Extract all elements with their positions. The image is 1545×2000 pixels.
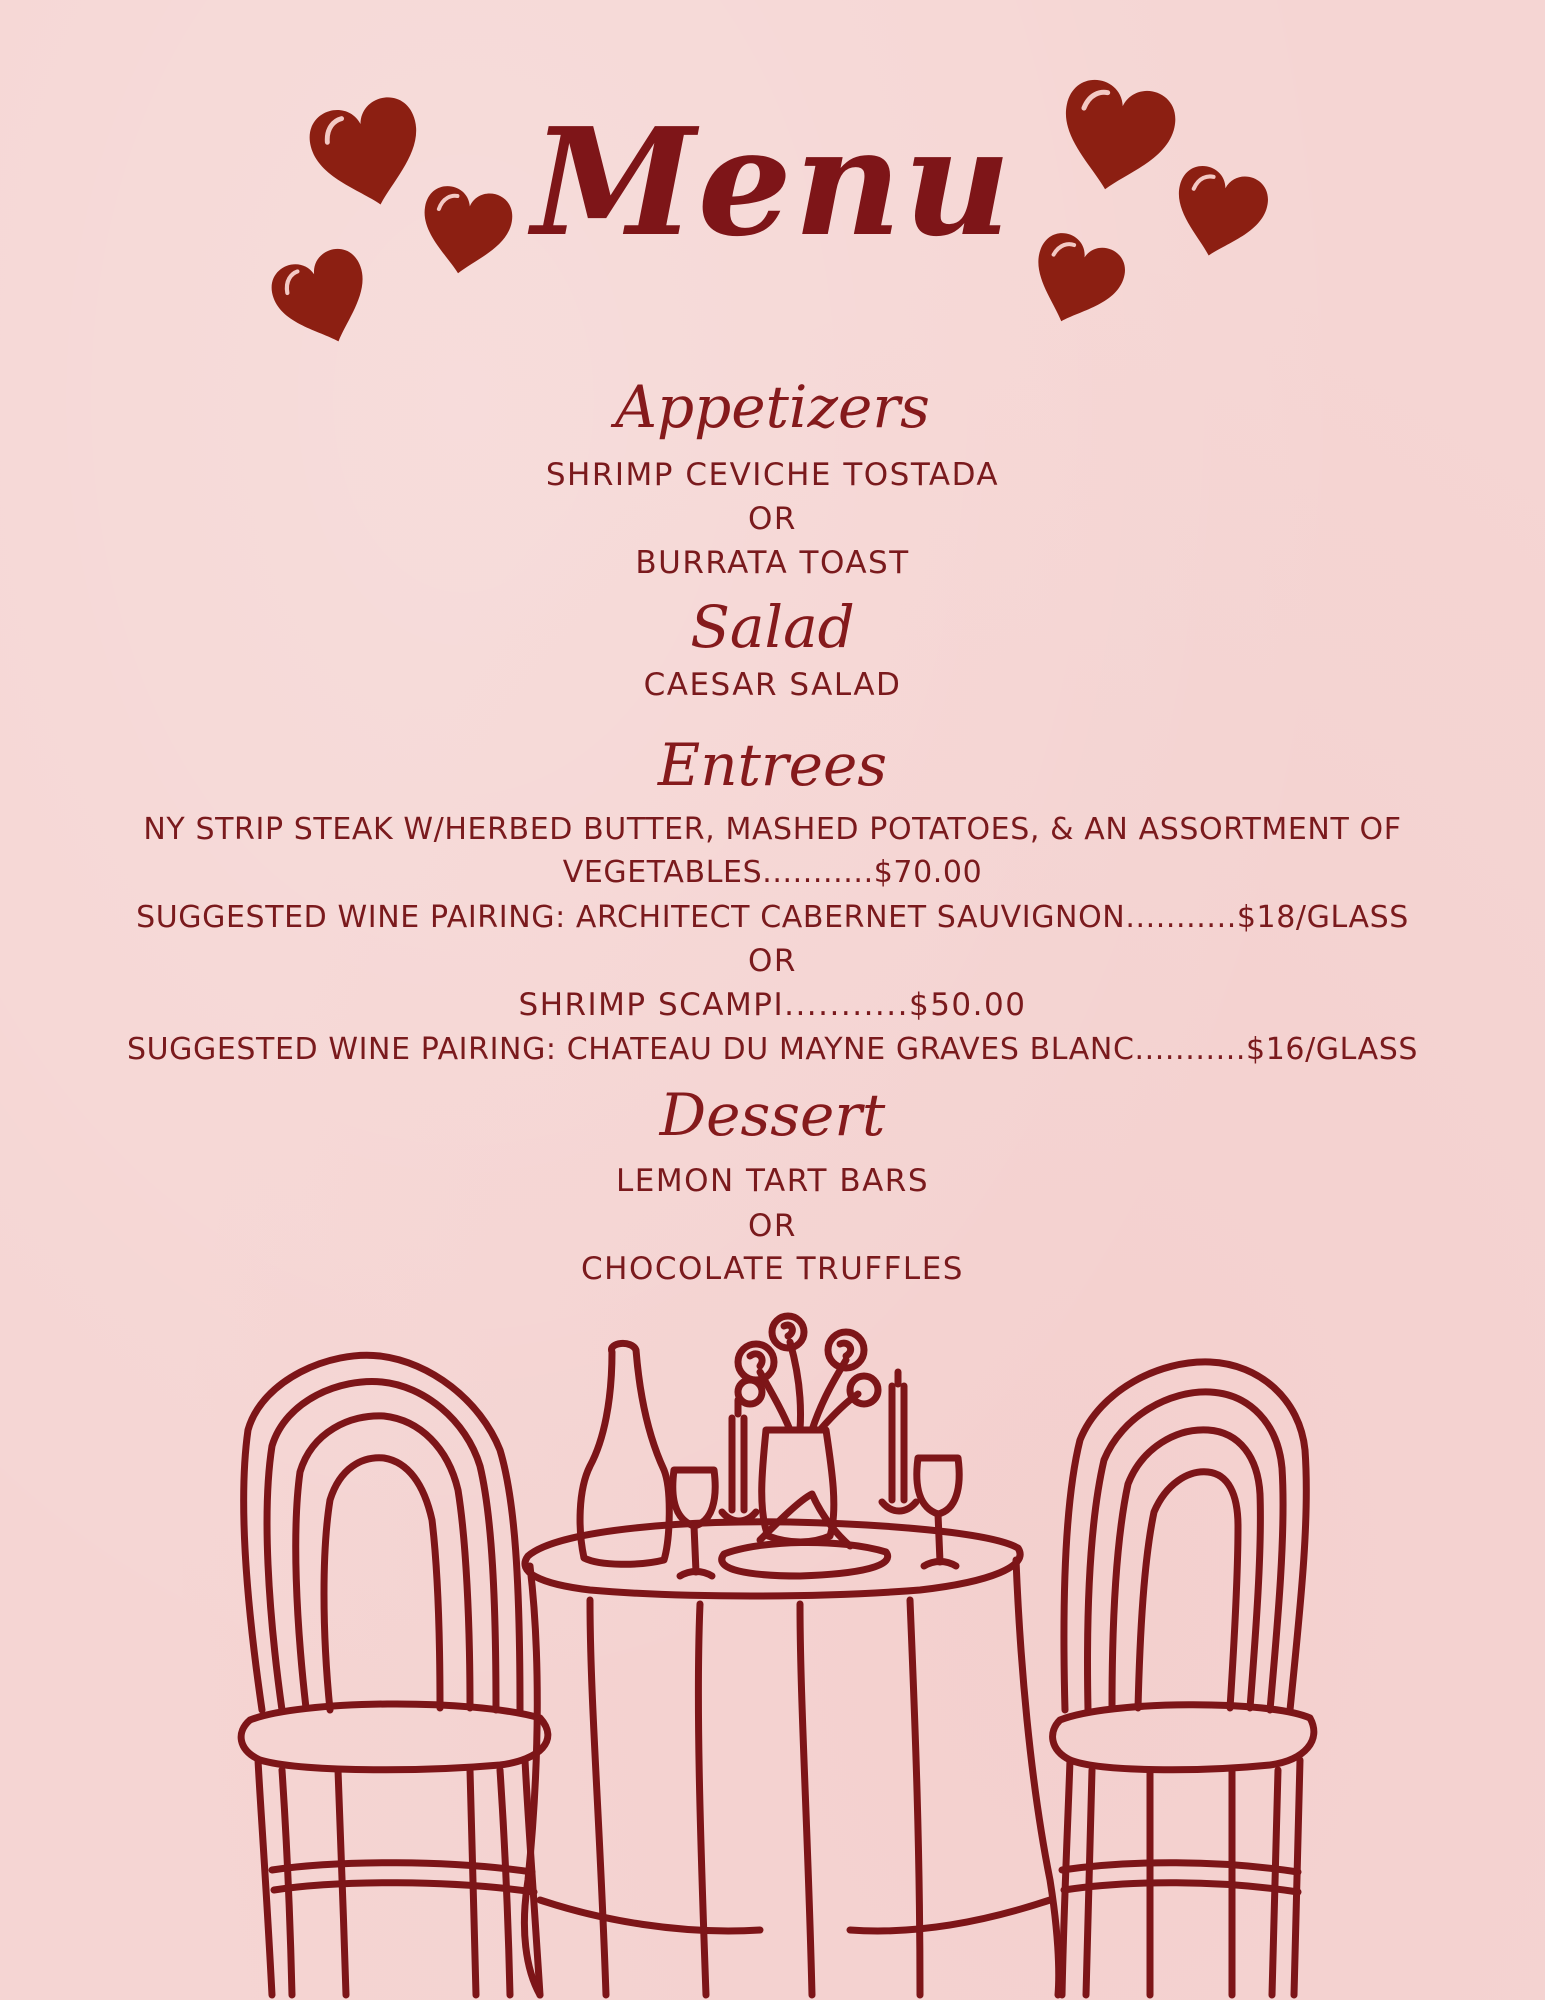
salad-heading: Salad [690,593,855,661]
menu-item: SHRIMP CEVICHE TOSTADA [545,457,1000,493]
wine-pairing: SUGGESTED WINE PAIRING: ARCHITECT CABERNET SAUVIGNON...........$18/GLASS [136,900,1409,935]
menu-item: CAESAR SALAD [643,667,902,703]
dessert-heading: Dessert [659,1081,886,1149]
flower-vase-icon [738,1316,878,1542]
page-title: Menu [531,95,1014,269]
right-chair [1053,1362,1314,1995]
candle-icon [882,1372,916,1511]
menu-item: BURRATA TOAST [635,545,910,581]
appetizers-heading: Appetizers [615,373,930,441]
entrees-heading: Entrees [657,731,888,799]
menu-item-price: VEGETABLES...........$70.00 [562,855,983,890]
menu-item: CHOCOLATE TRUFFLES [581,1251,964,1287]
left-chair [241,1355,548,1995]
or-separator: OR [748,501,797,537]
wine-pairing: SUGGESTED WINE PAIRING: CHATEAU DU MAYNE GRAVES BLANC...........$16/GLASS [126,1032,1419,1067]
or-separator: OR [748,1208,797,1244]
menu-item-price: SHRIMP SCAMPI...........$50.00 [518,987,1027,1023]
menu-item: NY STRIP STEAK W/HERBED BUTTER, MASHED POTATOES, & AN ASSORTMENT OF [143,812,1402,847]
table [524,1522,1058,1995]
menu-item: LEMON TART BARS [615,1163,930,1199]
or-separator: OR [748,943,797,979]
wine-glass-icon [917,1458,959,1566]
candle-icon [722,1400,756,1521]
